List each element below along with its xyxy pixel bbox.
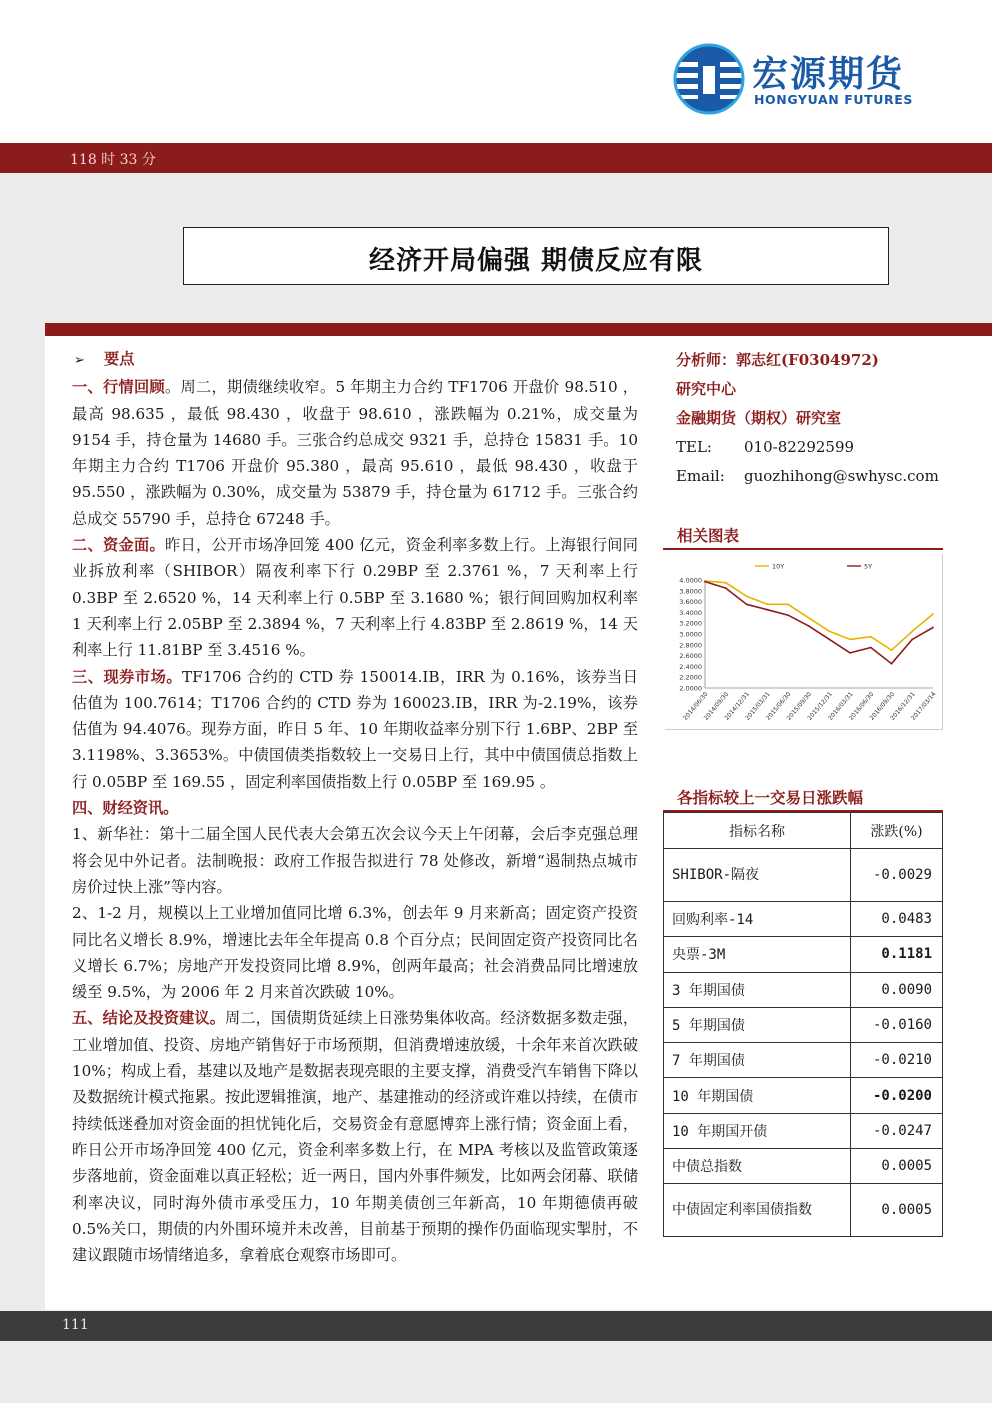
x-tick-label: 2014/06/30 — [681, 690, 710, 722]
data-point — [870, 636, 872, 638]
title-box — [183, 227, 889, 285]
table-row — [664, 849, 943, 902]
sidebar — [676, 346, 946, 491]
table-row — [664, 1078, 943, 1113]
x-tick-label: 2014/12/31 — [723, 690, 751, 722]
yield-chart — [665, 554, 943, 730]
data-point — [849, 639, 851, 641]
y-tick-label: 3.8000 — [679, 587, 702, 596]
header — [0, 0, 992, 143]
x-tick-label: 2017/03/14 — [909, 690, 938, 722]
indicator-name-cell: 中债固定利率国债指数 — [664, 1184, 851, 1237]
indicator-value-cell: 0.0005 — [851, 1149, 943, 1184]
email-line: Email: guozhihong@swhysc.com — [676, 467, 939, 485]
data-point — [746, 603, 748, 605]
y-tick-label: 2.0000 — [679, 684, 702, 693]
y-tick-label: 2.2000 — [679, 673, 702, 682]
company-logo — [672, 42, 932, 120]
data-point — [746, 595, 748, 597]
tel-number: 010-82292599 — [744, 438, 855, 456]
table-row — [664, 937, 943, 972]
dept-financial-futures: 金融期货（期权）研究室 — [676, 409, 842, 427]
email-address[interactable]: guozhihong@swhysc.com — [744, 467, 939, 485]
data-point — [828, 630, 830, 632]
x-tick-label: 2015/09/30 — [785, 690, 814, 722]
table-row — [664, 1149, 943, 1184]
x-tick-label: 2016/09/30 — [868, 690, 897, 722]
table-row — [664, 1007, 943, 1042]
indicator-name-cell: 回购利率-14 — [664, 902, 851, 937]
x-tick-label: 2016/12/31 — [889, 690, 917, 722]
table-row — [664, 1184, 943, 1237]
data-point — [766, 609, 768, 611]
table-header-row — [664, 813, 943, 849]
section-market-review: 一、行情回顾。周二，期债继续收窄。5 年期主力合约 TF1706 开盘价 98.510 ，最高 98.635 ，最低 98.430 ，收盘于 98.610 ，涨跌幅为 0.21%，成交量为 9154 手，持仓量为 14680 手。三张合约总成交 9321 手，总持仓 15831 手。10 年期主力合约 T1706 开盘价 95.380 ，最高 95.610 ，最低 98.430 ，收盘于 95.550 ，涨跌幅为 0.30%，成交量为 53879 手，持仓量为 61712 手。三张合约总成交 55790 手，总持仓 67248 手。 — [72, 378, 638, 528]
page-title: 经济开局偏强 期债反应有限 — [368, 246, 704, 276]
indicator-name-cell: 5 年期国债 — [664, 1007, 851, 1042]
logo-text-cn: 宏源期货 — [752, 54, 905, 95]
arrow-bullet-icon: ➢ — [74, 353, 85, 368]
data-point — [787, 603, 789, 605]
data-point — [828, 639, 830, 641]
indicator-value-cell: 0.1181 — [851, 937, 943, 972]
y-tick-label: 2.6000 — [679, 652, 702, 661]
indicator-value-cell: 0.0090 — [851, 972, 943, 1007]
indicator-value-cell: -0.0210 — [851, 1043, 943, 1078]
y-tick-label: 3.0000 — [679, 630, 702, 639]
data-point — [849, 652, 851, 654]
header-indicator-name: 指标名称 — [664, 813, 851, 849]
x-tick-label: 2016/03/31 — [827, 690, 855, 722]
table-row — [664, 902, 943, 937]
news-item-1: 1、新华社：第十二届全国人民代表大会第五次会议今天上午闭幕，会后李克强总理将会见中外记者。法制晚报：政府工作报告拟进行 78 处修改，新增“遏制热点城市房价过快上涨”等内容。 — [72, 825, 638, 896]
tel-line: TEL: 010-82292599 — [676, 438, 855, 456]
key-points-heading: ➢ 要点 — [74, 346, 638, 374]
dept-research-center: 研究中心 — [676, 380, 737, 398]
data-point — [932, 627, 934, 629]
y-tick-label: 3.6000 — [679, 598, 702, 607]
y-tick-label: 2.4000 — [679, 662, 702, 671]
data-point — [787, 614, 789, 616]
indicator-name-cell: 10 年期国债 — [664, 1078, 851, 1113]
legend-label: 5Y — [864, 562, 873, 571]
y-tick-label: 3.2000 — [679, 619, 702, 628]
indicator-name-cell: 央票-3M — [664, 937, 851, 972]
table-row — [664, 1043, 943, 1078]
chart-section-title: 相关图表 — [663, 520, 943, 550]
footer-band — [0, 1311, 992, 1341]
indicator-name-cell: 7 年期国债 — [664, 1043, 851, 1078]
data-point — [891, 649, 893, 651]
series-line-10y — [705, 581, 933, 650]
x-tick-label: 2015/06/30 — [764, 690, 793, 722]
series-line-5y — [705, 582, 933, 664]
data-point — [911, 639, 913, 641]
x-tick-label: 2016/06/30 — [847, 690, 876, 722]
indicator-table-body — [664, 849, 943, 1237]
y-tick-label: 4.0000 — [679, 576, 702, 585]
indicator-value-cell: 0.0483 — [851, 902, 943, 937]
logo-text-en: HONGYUAN FUTURES — [754, 92, 913, 107]
data-point — [932, 613, 934, 615]
indicator-name-cell: SHIBOR-隔夜 — [664, 849, 851, 902]
table-section-title: 各指标较上一交易日涨跌幅 — [663, 782, 943, 812]
indicator-table — [663, 812, 943, 1237]
y-tick-label: 3.4000 — [679, 608, 702, 617]
logo-mark-icon — [672, 42, 746, 116]
page-number: 111 — [62, 1317, 89, 1333]
analyst-name: 分析师：郭志红(F0304972) — [676, 351, 879, 369]
section-spot-market: 三、现券市场。TF1706 合约的 CTD 券 150014.IB，IRR 为 0.16%，该券当日估值为 100.7614；T1706 合约的 CTD 券为 160023.IB，IRR 为-2.19%，该券估值为 94.4076。现券方面，昨日 5 年、10 年期收益率分别下行 1.6BP、2BP 至 3.1198%、3.3653%。中债国债类指数较上一交易日上行，其中中债国债总指数上行 0.05BP 至 169.55 ，固定利率国债指数上行 0.05BP 至 169.95 。 — [72, 667, 638, 791]
yield-chart-svg — [665, 554, 943, 730]
data-point — [725, 582, 727, 584]
news-item-2: 2、1-2 月，规模以上工业增加值同比增 6.3%，创去年 9 月来新高；固定资产投资同比名义增长 8.9%，增速比去年全年提高 0.8 个百分点；民间固定资产投资同比名义增长 6.7%；房地产开发投资同比增 8.9%，创两年最高；社会消费品同比增速放缓至 9.5%，为 2006 年 2 月来首次跌破 10%。 — [72, 904, 638, 1002]
indicator-value-cell: -0.0200 — [851, 1078, 943, 1113]
section-finance-news: 四、财经资讯。 — [72, 799, 179, 818]
indicator-name-cell: 3 年期国债 — [664, 972, 851, 1007]
legend-label: 10Y — [772, 562, 785, 571]
x-tick-label: 2014/09/30 — [702, 690, 731, 722]
y-tick-label: 2.8000 — [679, 641, 702, 650]
indicator-value-cell: 0.0005 — [851, 1184, 943, 1237]
data-point — [704, 581, 706, 583]
header-change: 涨跌(%) — [851, 813, 943, 849]
indicator-name-cell: 10 年期国开债 — [664, 1113, 851, 1148]
table-row — [664, 972, 943, 1007]
header-band — [0, 143, 992, 173]
content-top-rule — [45, 323, 992, 336]
section-funding: 二、资金面。昨日，公开市场净回笼 400 亿元，资金利率多数上行。上海银行间同业拆放利率（SHIBOR）隔夜利率下行 0.29BP 至 2.3761 %，7 天利率上行 0.3BP 至 2.6520 %，14 天利率上行 0.5BP 至 3.1680 %；银行间回购加权利率 1 天利率上行 2.05BP 至 2.3894 %，7 天利率上行 4.83BP 至 2.8619 %，14 天利率上行 11.81BP 至 3.4516 %。 — [72, 536, 638, 660]
indicator-name-cell: 中债总指数 — [664, 1149, 851, 1184]
data-point — [808, 617, 810, 619]
x-tick-label: 2015/12/31 — [806, 690, 834, 722]
indicator-value-cell: -0.0160 — [851, 1007, 943, 1042]
main-column — [72, 346, 638, 1268]
data-point — [808, 625, 810, 627]
x-tick-label: 2015/03/31 — [744, 690, 772, 722]
indicator-value-cell: -0.0247 — [851, 1113, 943, 1148]
data-point — [766, 603, 768, 605]
date-fragment: 118 时 33 分 — [70, 152, 156, 168]
table-row — [664, 1113, 943, 1148]
data-point — [870, 647, 872, 649]
data-point — [891, 663, 893, 665]
section-conclusion: 五、结论及投资建议。周二，国债期货延续上日涨势集体收高。经济数据多数走强，工业增加值、投资、房地产销售好于市场预期，但消费增速放缓，十余年来首次跌破 10%；构成上看，基建以及地产是数据表现亮眼的主要支撑，消费受汽车销售下降以及数据统计模式拖累。按此逻辑推演，地产、基建推动的经济或许难以持续，在债市持续低迷叠加对资金面的担忧钝化后，交易资金有意愿博弈上涨行情；资金面上看，昨日公开市场净回笼 400 亿元，资金利率多数上行，在 MPA 考核以及监管政策逐步落地前，资金面难以真正轻松；近一两日，国内外事件频发，比如两会闭幕、联储利率决议，同时海外债市承受压力，10 年期美债创三年新高，10 年期德债再破 0.5%关口，期债的内外围环境并未改善，目前基于预期的操作仍面临现实掣肘，不建议跟随市场情绪追多，拿着底仓观察市场即可。 — [72, 1009, 639, 1265]
data-point — [725, 587, 727, 589]
data-point — [911, 630, 913, 632]
indicator-value-cell: -0.0029 — [851, 849, 943, 902]
